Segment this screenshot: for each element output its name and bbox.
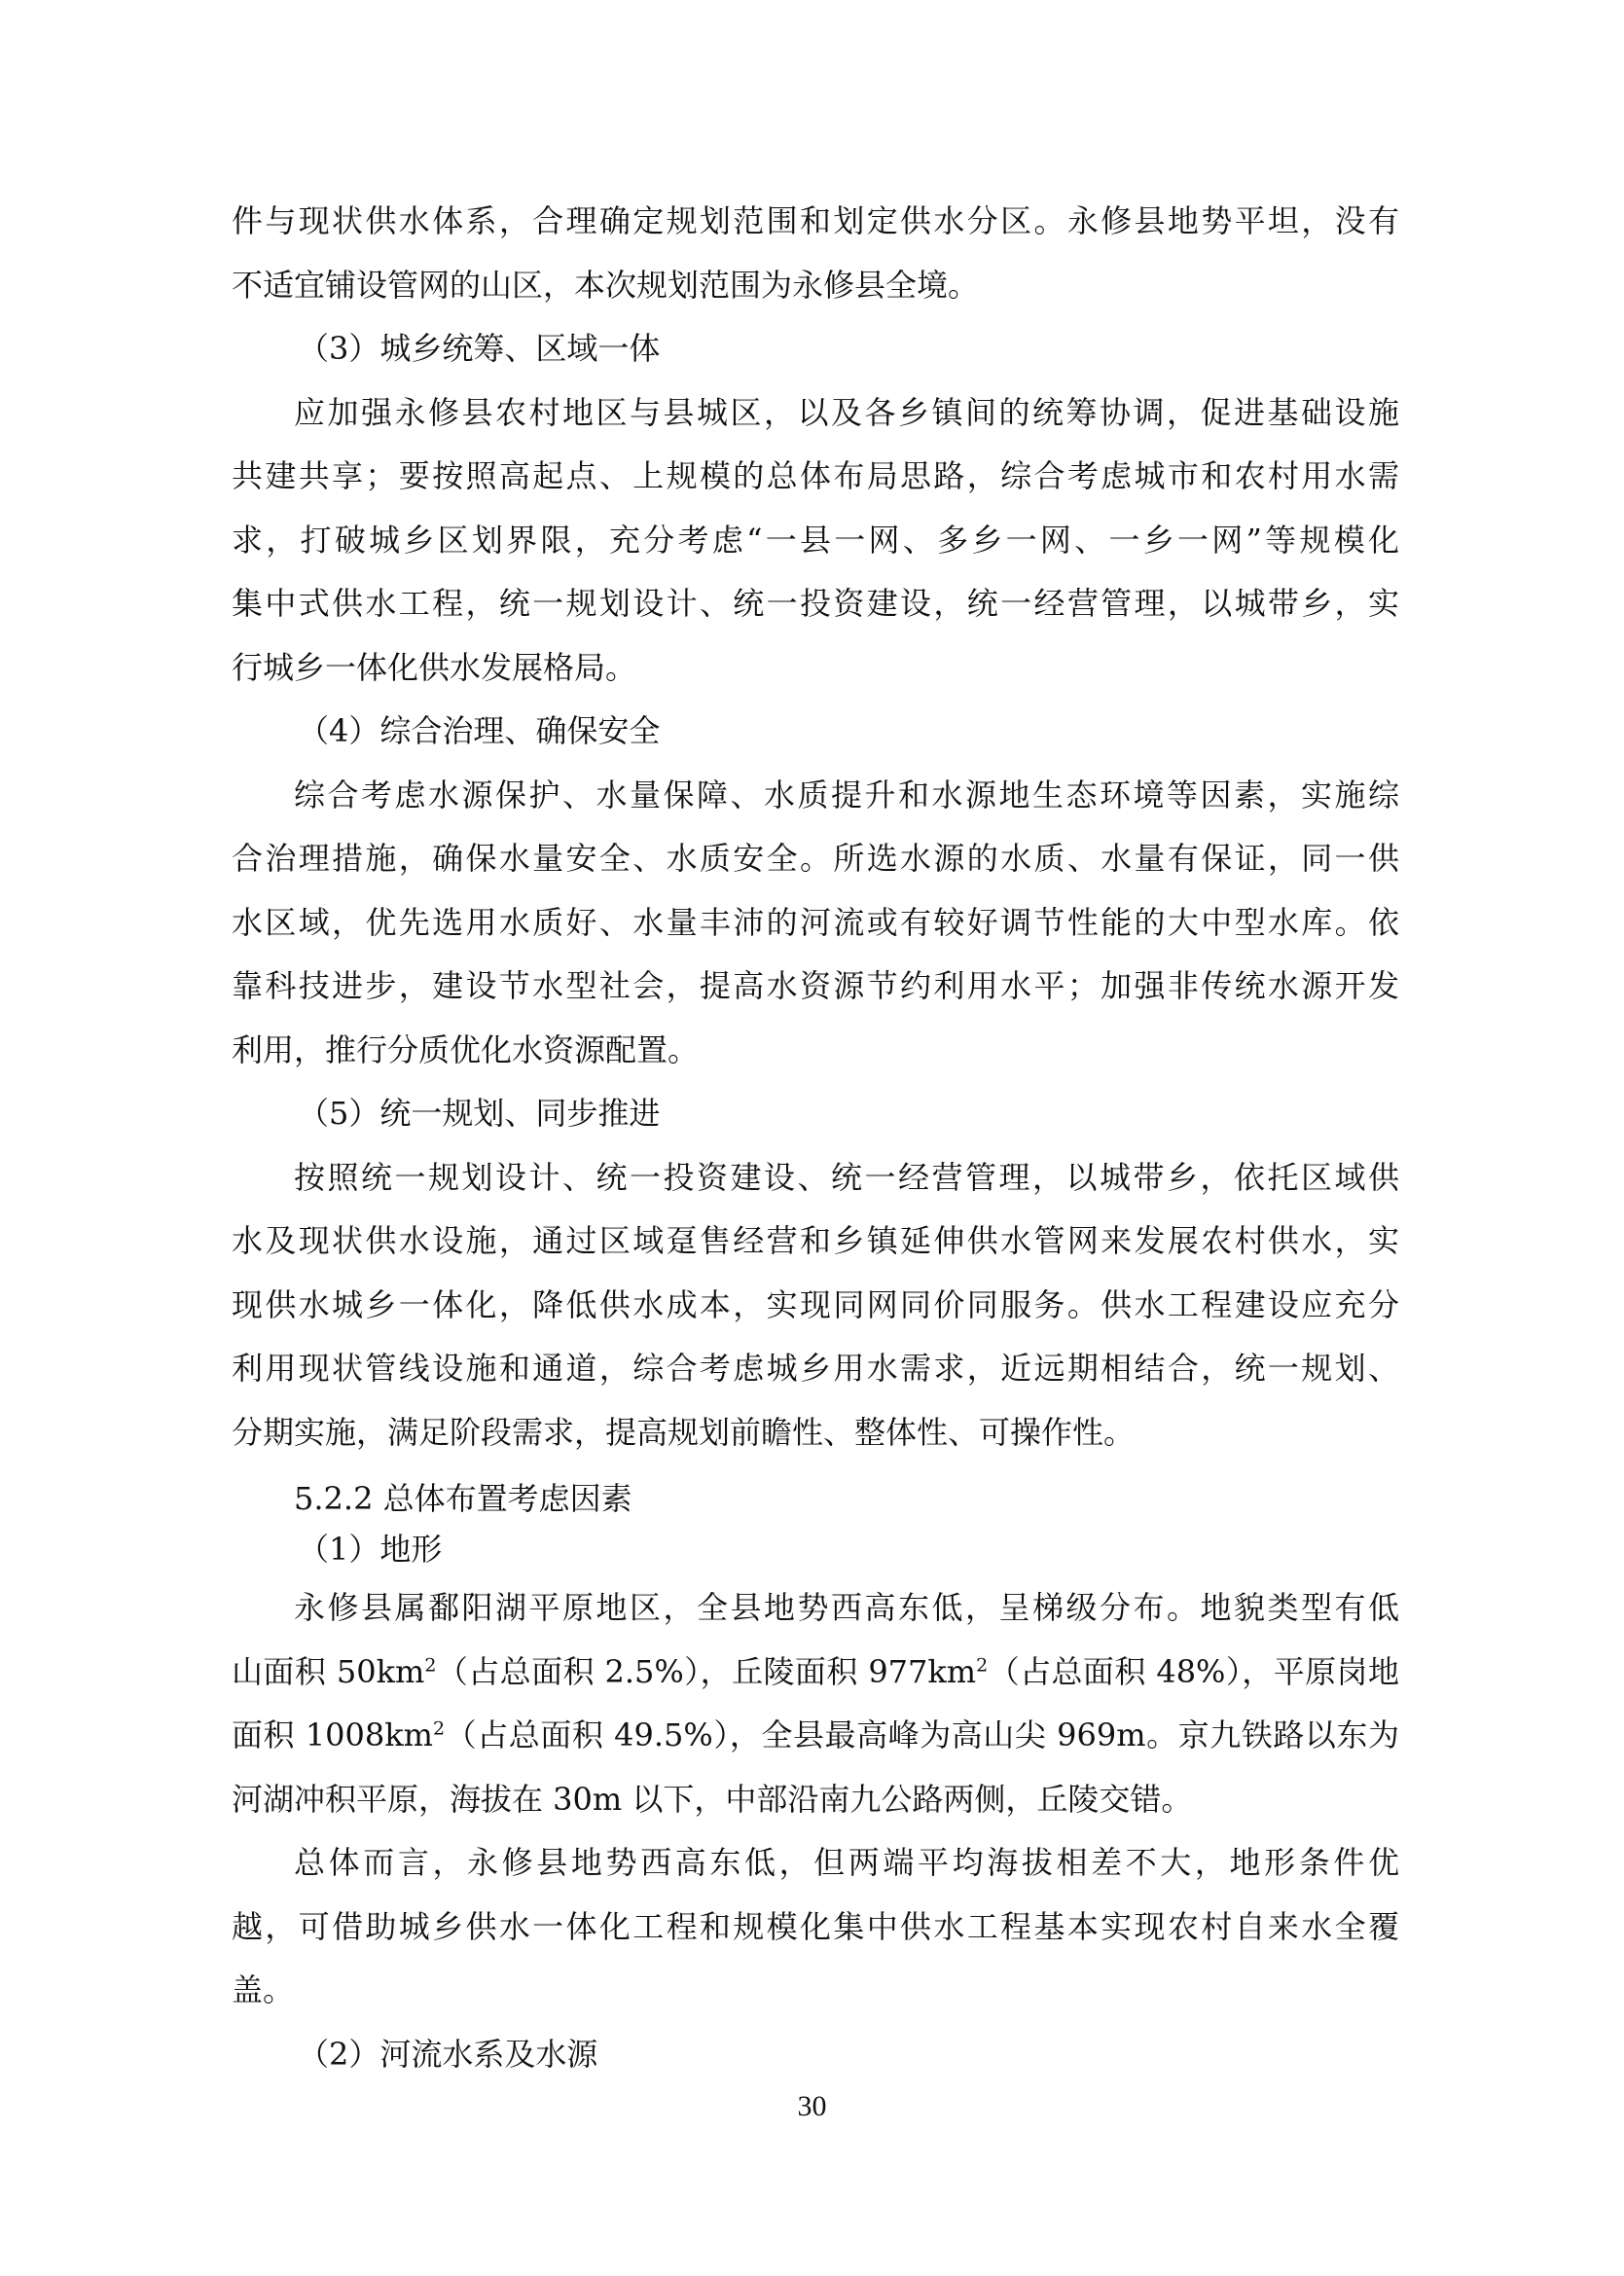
paragraph-line: 河湖冲积平原，海拔在 30m 以下，中部沿南九公路两侧，丘陵交错。 [232,1780,1193,1818]
paragraph-line: 利用现状管线设施和通道，综合考虑城乡用水需求，近远期相结合，统一规划、 [232,1350,1399,1387]
paragraph-line: 合治理措施，确保水量安全、水质安全。所选水源的水质、水量有保证，同一供 [232,840,1399,877]
paragraph-line: 按照统一规划设计、统一投资建设、统一经营管理，以城带乡，依托区域供 [294,1158,1399,1196]
paragraph-line: 集中式供水工程，统一规划设计、统一投资建设，统一经营管理，以城带乡，实 [232,585,1399,622]
paragraph-line: 件与现状供水体系，合理确定规划范围和划定供水分区。永修县地势平坦，没有 [232,202,1399,239]
paragraph-line: 应加强永修县农村地区与县城区，以及各乡镇间的统筹协调，促进基础设施 [294,393,1399,431]
paragraph-line: 水及现状供水设施，通过区域趸售经营和乡镇延伸供水管网来发展农村供水，实 [232,1222,1399,1259]
paragraph-line-with-superscripts: 山面积 $50km^2$（占总面积 2.5%），丘陵面积 $977km^2$（占总面积 48%），平原岗地 [232,1652,1399,1690]
superscript: 2 [433,1717,446,1740]
subheading-4: （4）综合治理、确保安全 [298,712,661,749]
paragraph-line: 越，可借助城乡供水一体化工程和规模化集中供水工程基本实现农村自来水全覆 [232,1907,1399,1945]
paragraph-line: 水区域，优先选用水质好、水量丰沛的河流或有较好调节性能的大中型水库。依 [232,903,1399,941]
paragraph-line-with-superscripts: 面积 $1008km^2$（占总面积 49.5%），全县最高峰为高山尖 969m。京九铁路以东为 [232,1716,1399,1753]
subheading-5: （5）统一规划、同步推进 [298,1095,661,1132]
subheading-3: （3）城乡统筹、区域一体 [298,330,661,367]
paragraph-line: 不适宜铺设管网的山区，本次规划范围为永修县全境。 [232,266,980,304]
paragraph-line: 共建共享；要按照高起点、上规模的总体布局思路，综合考虑城市和农村用水需 [232,457,1399,494]
paragraph-line: 靠科技进步，建设节水型社会，提高水资源节约利用水平；加强非传统水源开发 [232,967,1399,1004]
paragraph-line: 求，打破城乡区划界限，充分考虑“一县一网、多乡一网、一乡一网”等规模化 [232,521,1399,559]
paragraph-line: 分期实施，满足阶段需求，提高规划前瞻性、整体性、可操作性。 [232,1413,1136,1451]
superscript: 2 [976,1653,989,1676]
subheading-1: （1）地形 [298,1531,443,1568]
paragraph-line: 利用，推行分质优化水资源配置。 [232,1030,700,1068]
paragraph-line: 行城乡一体化供水发展格局。 [232,648,637,686]
page-number: 30 [797,2090,827,2122]
paragraph-line: 总体而言，永修县地势西高东低，但两端平均海拔相差不大，地形条件优 [294,1844,1399,1881]
superscript: 2 [424,1653,437,1676]
paragraph-line: 永修县属鄱阳湖平原地区，全县地势西高东低，呈梯级分布。地貌类型有低 [294,1589,1399,1626]
subheading-2: （2）河流水系及水源 [298,2035,598,2073]
paragraph-line: 盖。 [232,1971,295,2008]
body-text [232,190,1399,2086]
section-heading: 5.2.2 总体布置考虑因素 [294,1480,632,1517]
paragraph-line: 现供水城乡一体化，降低供水成本，实现同网同价同服务。供水工程建设应充分 [232,1285,1399,1323]
paragraph-line: 综合考虑水源保护、水量保障、水质提升和水源地生态环境等因素，实施综 [294,776,1399,813]
